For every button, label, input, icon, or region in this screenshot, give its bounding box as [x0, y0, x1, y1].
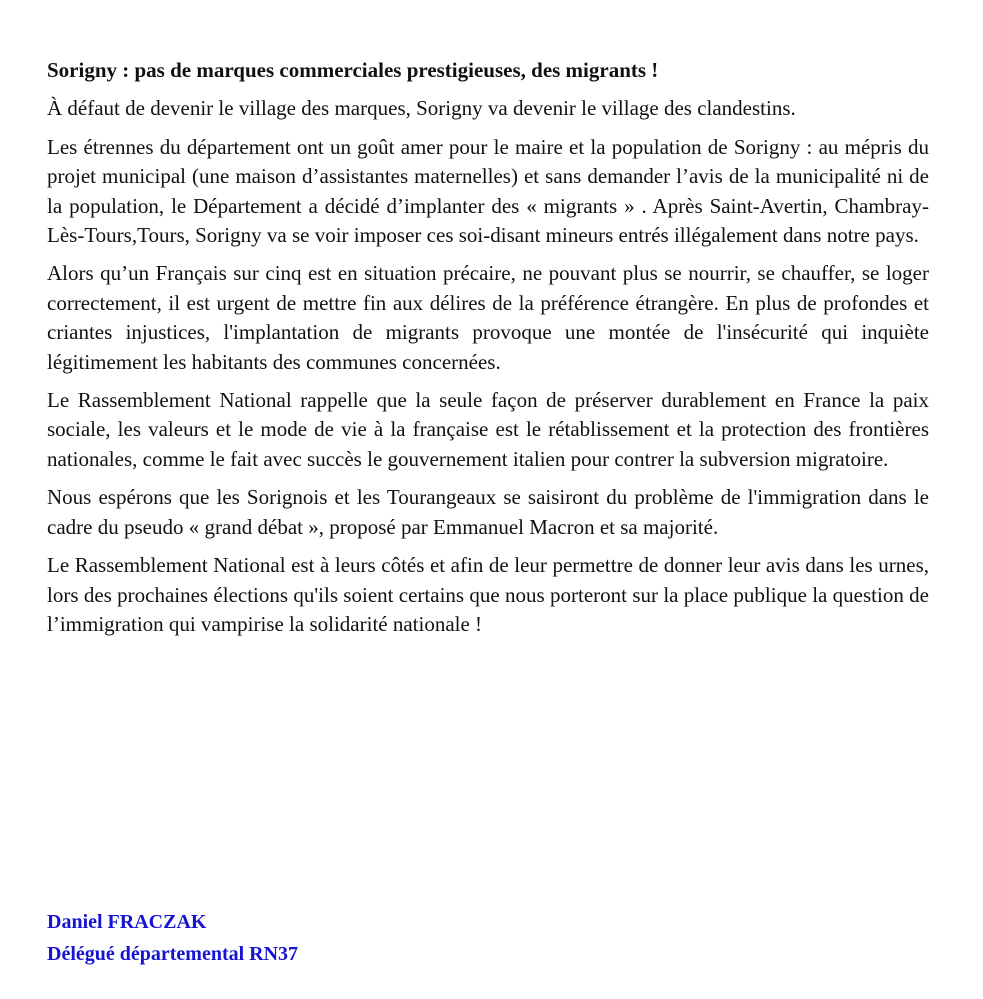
signature-block [47, 906, 298, 970]
signature-role: Délégué départemental RN37 [47, 943, 299, 965]
paragraph-3: Alors qu’un Français sur cinq est en situation précaire, ne pouvant plus se nourrir, se chauffer, se loger correctement, il est urgent de mettre fin aux délires de la préférence étrangère. En plus de profondes et criantes injustices, l'implantation de migrants provoque une montée de l'insécurité qui inquiète légitimement les habitants des communes concernées. [47, 261, 929, 374]
signature-name: Daniel FRACZAK [47, 911, 207, 933]
paragraph-6: Le Rassemblement National est à leurs côtés et afin de leur permettre de donner leur avis dans les urnes, lors des prochaines élections qu'ils soient certains que nous porteront sur la place publique la question de l’immigration qui vampirise la solidarité nationale ! [47, 553, 929, 636]
paragraph-2: Les étrennes du département ont un goût amer pour le maire et la population de Sorigny : au mépris du projet municipal (une maison d’assistantes maternelles) et sans demander l’avis de la municipalité ni de la population, le Département a décidé d’implanter des « migrants » . Après Saint-Avertin, Chambray-Lès-Tours,Tours, Sorigny va se voir imposer ces soi-disant mineurs entrés illégalement dans notre pays. [47, 134, 929, 248]
document-title: Sorigny : pas de marques commerciales prestigieuses, des migrants ! [47, 58, 659, 82]
paragraph-4: Le Rassemblement National rappelle que la seule façon de préserver durablement en France la paix sociale, les valeurs et le mode de vie à la française est le rétablissement et la protection des frontières nationales, comme le fait avec succès le gouvernement italien pour contrer la subversion migratoire. [47, 388, 929, 471]
paragraph-5: Nous espérons que les Sorignois et les Tourangeaux se saisiront du problème de l'immigration dans le cadre du pseudo « grand débat », proposé par Emmanuel Macron et sa majorité. [47, 485, 929, 539]
document-body [47, 56, 929, 648]
paragraph-1: À défaut de devenir le village des marques, Sorigny va devenir le village des clandestins. [47, 96, 796, 121]
